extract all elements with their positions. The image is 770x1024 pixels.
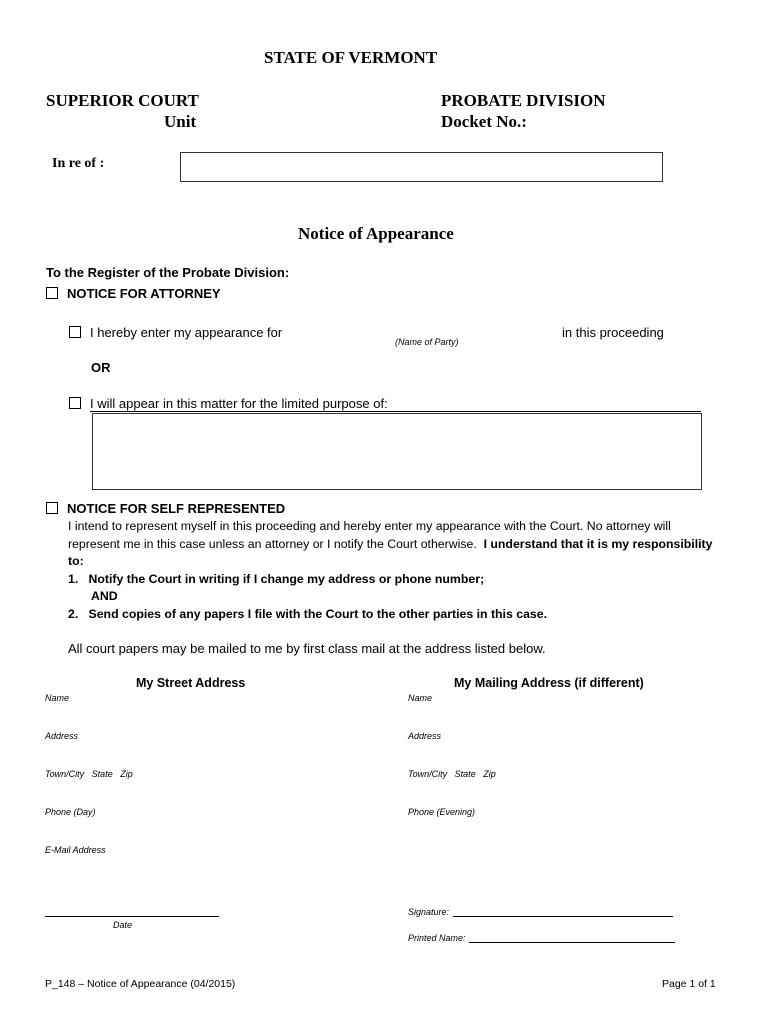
unit-label: Unit [164, 112, 197, 131]
date-label: Date [113, 920, 133, 930]
docket-label: Docket No.: [441, 112, 527, 131]
limited-purpose-text: I will appear in this matter for the limited purpose of: [90, 396, 388, 411]
signature-label: Signature: [408, 907, 450, 917]
page-number: Page 1 of 1 [662, 978, 716, 990]
mailing-address-heading: My Mailing Address (if different) [454, 676, 644, 690]
in-re-label: In re of : [52, 156, 105, 171]
responsibility-text: I understand that it is my responsibility [483, 537, 713, 551]
street-address-heading: My Street Address [136, 676, 246, 690]
item2-number: 2. [68, 607, 79, 621]
street-town-label: Town/City State Zip [45, 769, 133, 779]
appearance-checkbox[interactable] [69, 326, 81, 338]
street-phone-label: Phone (Day) [45, 807, 96, 817]
mailing-town-label: Town/City State Zip [408, 769, 496, 779]
limited-purpose-field[interactable] [92, 413, 702, 490]
court-name: SUPERIOR COURT [46, 91, 199, 110]
date-line[interactable] [45, 916, 219, 917]
limited-purpose-underline [90, 411, 701, 412]
item1-text: Notify the Court in writing if I change my address or phone number; [88, 572, 485, 586]
printed-name-label: Printed Name: [408, 933, 466, 943]
printed-name-line[interactable] [469, 942, 675, 943]
division-name: PROBATE DIVISION [441, 91, 606, 110]
and-label: AND [91, 589, 118, 603]
attorney-checkbox[interactable] [46, 287, 58, 299]
self-rep-checkbox[interactable] [46, 502, 58, 514]
signature-line[interactable] [453, 916, 673, 917]
name-of-party-caption: (Name of Party) [395, 337, 459, 347]
limited-purpose-checkbox[interactable] [69, 397, 81, 409]
street-name-label: Name [45, 693, 70, 703]
mail-note: All court papers may be mailed to me by first class mail at the address listed below. [68, 641, 546, 656]
responsibility-to: to: [68, 554, 84, 568]
appearance-text: I hereby enter my appearance for [90, 325, 283, 340]
item2-text: Send copies of any papers I file with the Court to the other parties in this case. [88, 607, 548, 621]
in-re-field[interactable] [180, 152, 663, 182]
register-heading: To the Register of the Probate Division: [46, 265, 290, 280]
state-title: STATE OF VERMONT [264, 48, 438, 67]
attorney-heading: NOTICE FOR ATTORNEY [67, 286, 221, 301]
in-proceeding-text: in this proceeding [562, 325, 664, 340]
street-email-label: E-Mail Address [45, 845, 106, 855]
or-label: OR [91, 360, 111, 375]
mailing-phone-label: Phone (Evening) [408, 807, 476, 817]
mailing-name-label: Name [408, 693, 433, 703]
form-number: P_148 – Notice of Appearance (04/2015) [45, 978, 236, 990]
page-title: Notice of Appearance [298, 224, 454, 243]
self-rep-line1: I intend to represent myself in this proceeding and hereby enter my appearance with the Court. No attorney will [68, 519, 671, 533]
self-rep-line2: represent me in this case unless an attorney or I notify the Court otherwise. [68, 537, 477, 551]
item1-number: 1. [68, 572, 79, 586]
street-address-label: Address [45, 731, 79, 741]
mailing-address-label: Address [408, 731, 442, 741]
self-rep-heading: NOTICE FOR SELF REPRESENTED [67, 501, 286, 516]
